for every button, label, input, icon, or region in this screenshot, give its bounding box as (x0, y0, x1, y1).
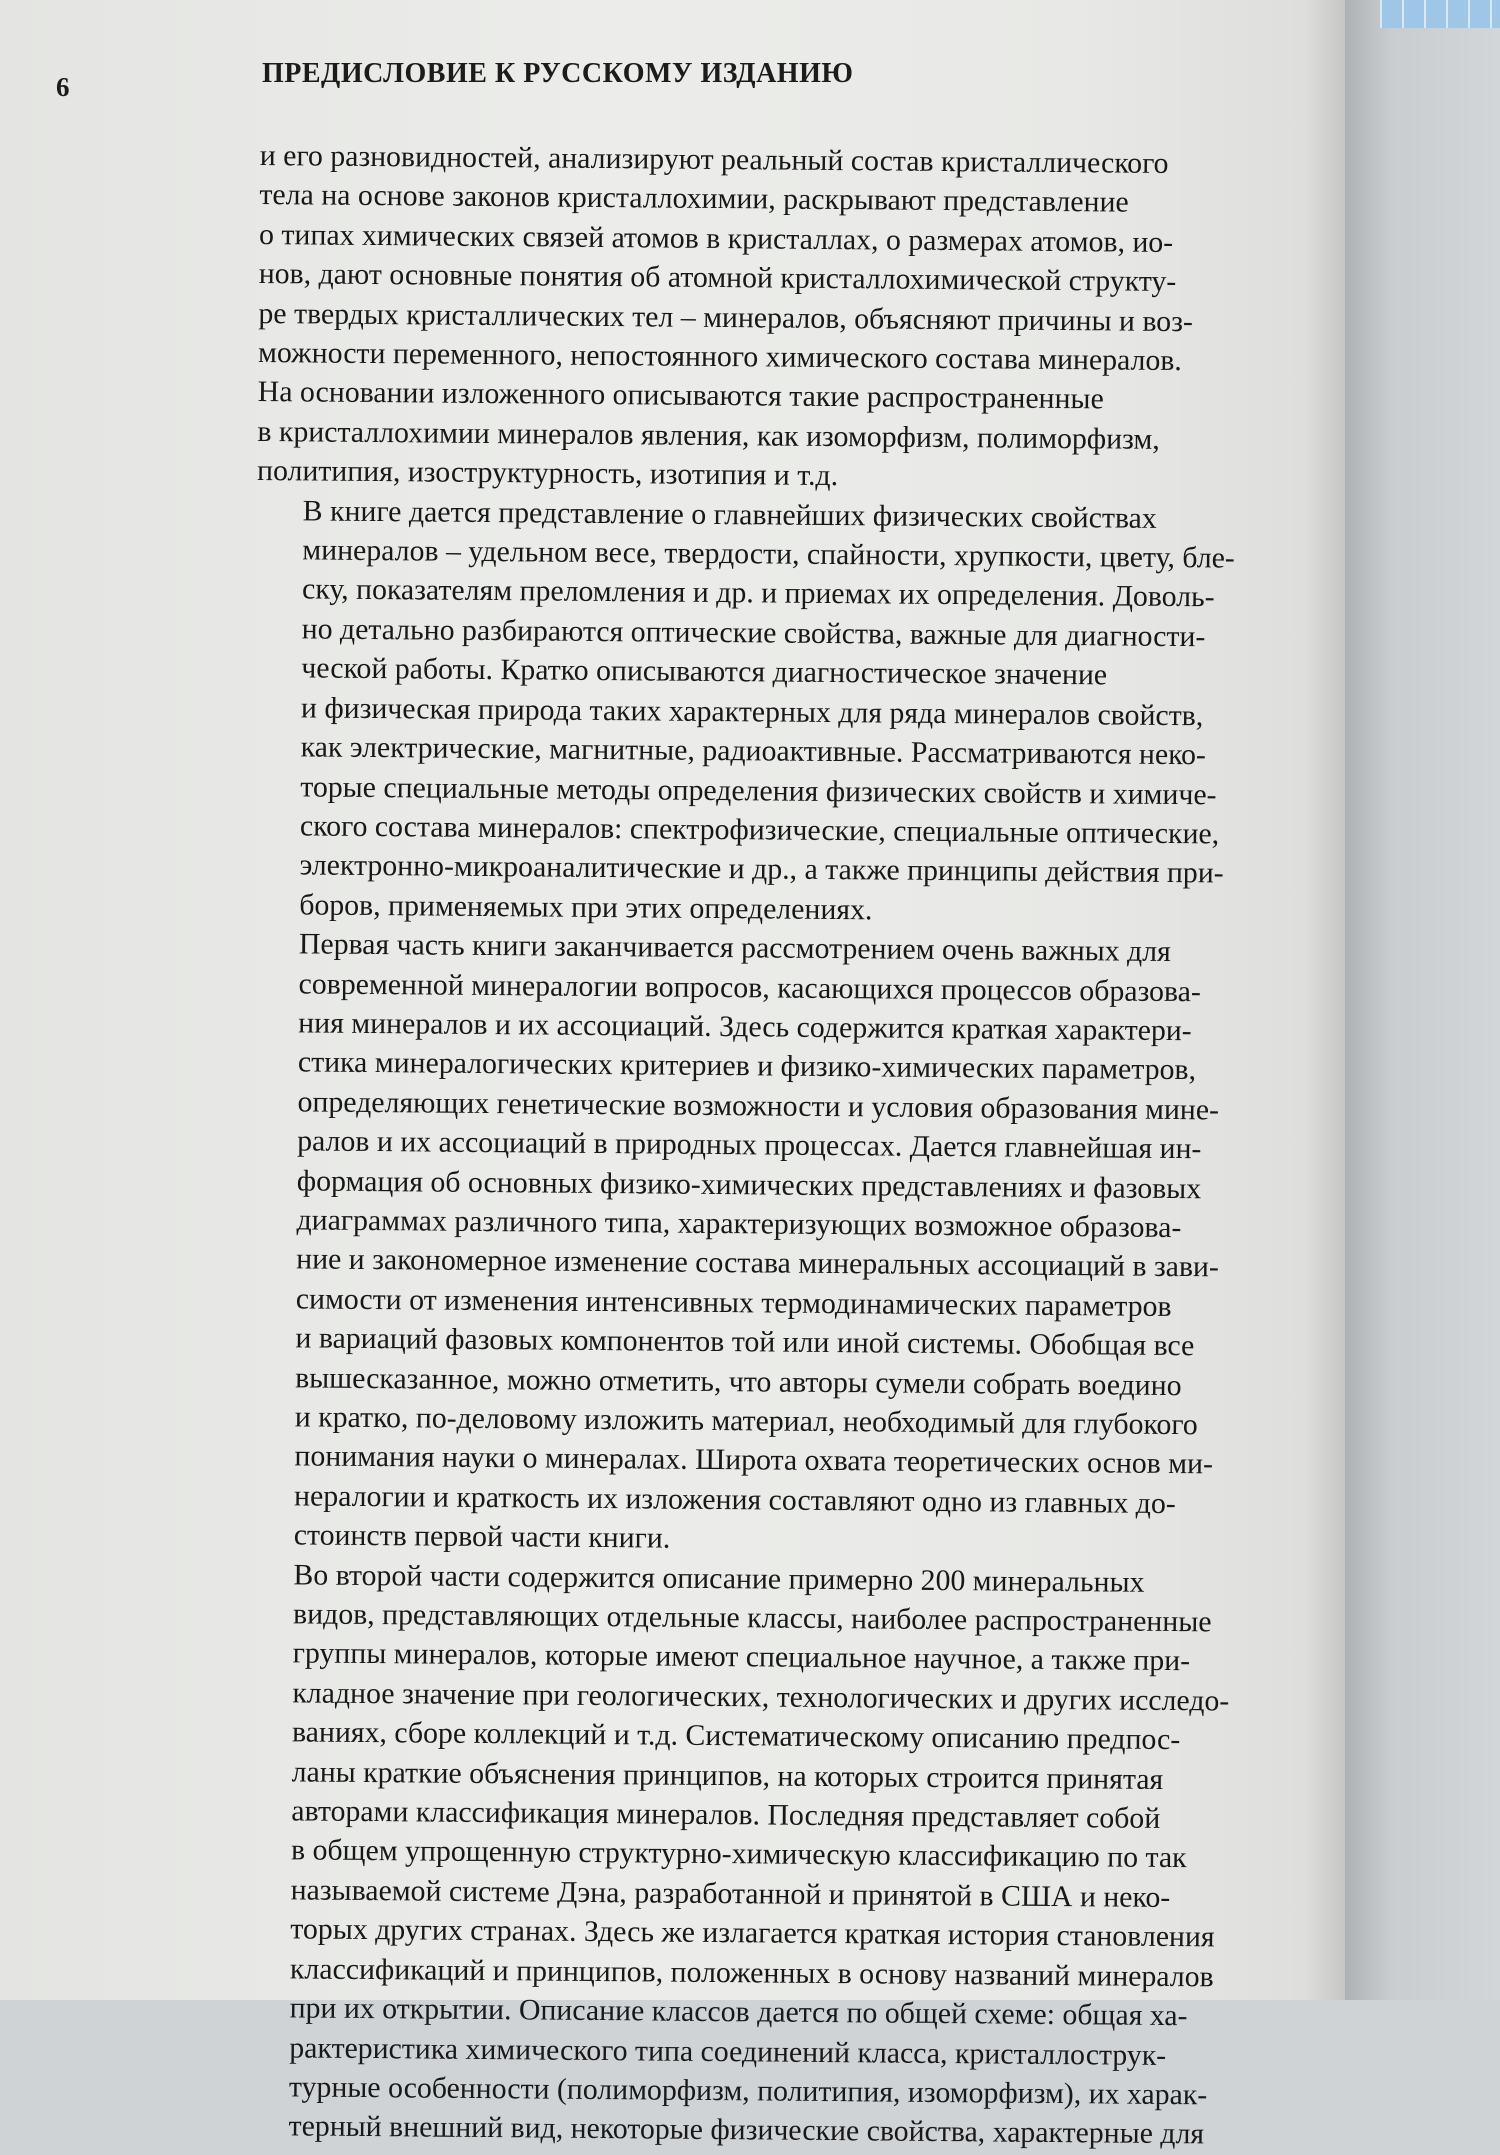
page-number: 6 (56, 72, 70, 102)
text-line: боров, применяемых при этих определениях. (299, 888, 873, 927)
paragraph-4 (242, 1555, 1297, 2155)
text-line: и его разновидностей, анализируют реальный состав кристаллического (259, 138, 1169, 180)
text-line: ние и закономерное изменение состава минеральных ассоциаций в зави- (296, 1242, 1219, 1284)
text-line: турные особенности (полиморфизм, политипия, изоморфизм), их харак- (288, 2070, 1208, 2112)
text-line: нов, дают основные понятия об атомной кристаллохимической структу- (258, 257, 1177, 299)
text-line: кладное значение при геологических, технологических и других исследо- (292, 1676, 1230, 1718)
text-line: о типах химических связей атомов в кристаллах, о размерах атомов, ио- (258, 217, 1174, 259)
text-line: при их открытии. Описание классов дается по общей схеме: общая ха- (289, 1991, 1188, 2033)
text-line: тела на основе законов кристаллохимии, раскрывают представление (259, 178, 1129, 219)
paragraph-3 (248, 924, 1303, 1564)
text-line: ваниях, сборе коллекций и т.д. Систематическому описанию предпос- (291, 1715, 1181, 1757)
text-line: нералогии и краткость их изложения составляют одно из главных до- (293, 1479, 1176, 1520)
text-line: Во второй части содержится описание примерно 200 минеральных (293, 1557, 1145, 1599)
text-line: минералов – удельном весе, твердости, спайности, хрупкости, цвету, бле- (302, 533, 1235, 575)
text-line: стика минералогических критериев и физико-химических параметров, (297, 1045, 1197, 1087)
text-line: Первая часть книги заканчивается рассмотрением очень важных для (298, 927, 1171, 969)
text-line: ния минералов и их ассоциаций. Здесь содержится краткая характери- (298, 1006, 1192, 1048)
text-body (242, 136, 1309, 2155)
text-line: ре твердых кристаллических тел – минералов, объясняют причины и воз- (258, 296, 1194, 338)
text-line: рактеристика химического типа соединений класса, кристаллострук- (289, 2030, 1167, 2072)
text-line: современной минералогии вопросов, касающихся процессов образова- (298, 966, 1201, 1008)
text-line: видов, представляющих отдельные классы, наиболее распространенные (292, 1597, 1212, 1639)
text-line: политипия, изоструктурность, изотипия и т.д. (256, 454, 839, 493)
text-line: симости от изменения интенсивных термодинамических параметров (295, 1282, 1172, 1323)
text-line: вышесказанное, можно отметить, что авторы сумели собрать воедино (295, 1360, 1182, 1402)
text-line: торых других странах. Здесь же излагается краткая история становления (290, 1912, 1215, 1954)
text-line: электронно-микроаналитические и др., а также принципы действия при- (299, 848, 1224, 890)
text-line: понимания науки о минералах. Широта охвата теоретических основ ми- (294, 1439, 1214, 1481)
text-line: формация об основных физико-химических представлениях и фазовых (296, 1163, 1202, 1205)
text-line: в общем упрощенную структурно-химическую классификацию по так (290, 1833, 1187, 1875)
text-line: В книге дается представление о главнейших физических свойствах (302, 494, 1157, 535)
text-line: ланы краткие объяснения принципов, на которых строится принятая (291, 1754, 1164, 1796)
adjacent-page-edge (1345, 0, 1500, 2000)
text-line: авторами классификация минералов. Последняя представляет собой (291, 1794, 1161, 1835)
paragraph-1 (257, 136, 1310, 500)
text-line: На основании изложенного описываются такие распространенные (257, 375, 1104, 416)
text-line: можности переменного, непостоянного химического состава минералов. (257, 336, 1182, 378)
text-line: стоинств первой части книги. (293, 1518, 671, 1555)
text-line: ческой работы. Кратко описываются диагностическое значение (301, 651, 1108, 692)
text-line: диаграммах различного типа, характеризующих возможное образова- (296, 1203, 1182, 1245)
text-line: классификаций и принципов, положенных в основу названий минералов (289, 1952, 1214, 1994)
text-line: определяющих генетические возможности и условия образования мине- (297, 1085, 1220, 1127)
text-line: и вариаций фазовых компонентов той или иной системы. Обобщая все (295, 1321, 1195, 1363)
blue-paper-corner (1380, 0, 1500, 28)
text-line: и физическая природа таких характерных для ряда минералов свойств, (300, 691, 1204, 732)
text-line: называемой системе Дэна, разработанной и принятой в США и неко- (290, 1873, 1171, 1914)
text-line: в кристаллохимии минералов явления, как изоморфизм, полиморфизм, (257, 414, 1160, 456)
text-line: ску, показателям преломления и др. и приемах их определения. Доволь- (301, 572, 1215, 614)
text-line: терный внешний вид, некоторые физические свойства, характерные для (288, 2109, 1205, 2151)
text-line: группы минералов, которые имеют специальное научное, а также при- (292, 1636, 1191, 1678)
paragraph-2 (253, 491, 1307, 934)
text-line: как электрические, магнитные, радиоактивные. Рассматриваются неко- (300, 730, 1207, 772)
text-line: торые специальные методы определения физических свойств и химиче- (300, 769, 1217, 811)
running-head: ПРЕДИСЛОВИЕ К РУССКОМУ ИЗДАНИЮ (262, 58, 854, 89)
text-line: и кратко, по-деловому изложить материал, необходимый для глубокого (294, 1400, 1198, 1442)
text-line: ского состава минералов: спектрофизические, специальные оптические, (299, 809, 1220, 851)
text-line: ралов и их ассоциаций в природных процессах. Дается главнейшая ин- (297, 1124, 1202, 1166)
text-line: но детально разбираются оптические свойства, важные для диагности- (301, 612, 1206, 654)
